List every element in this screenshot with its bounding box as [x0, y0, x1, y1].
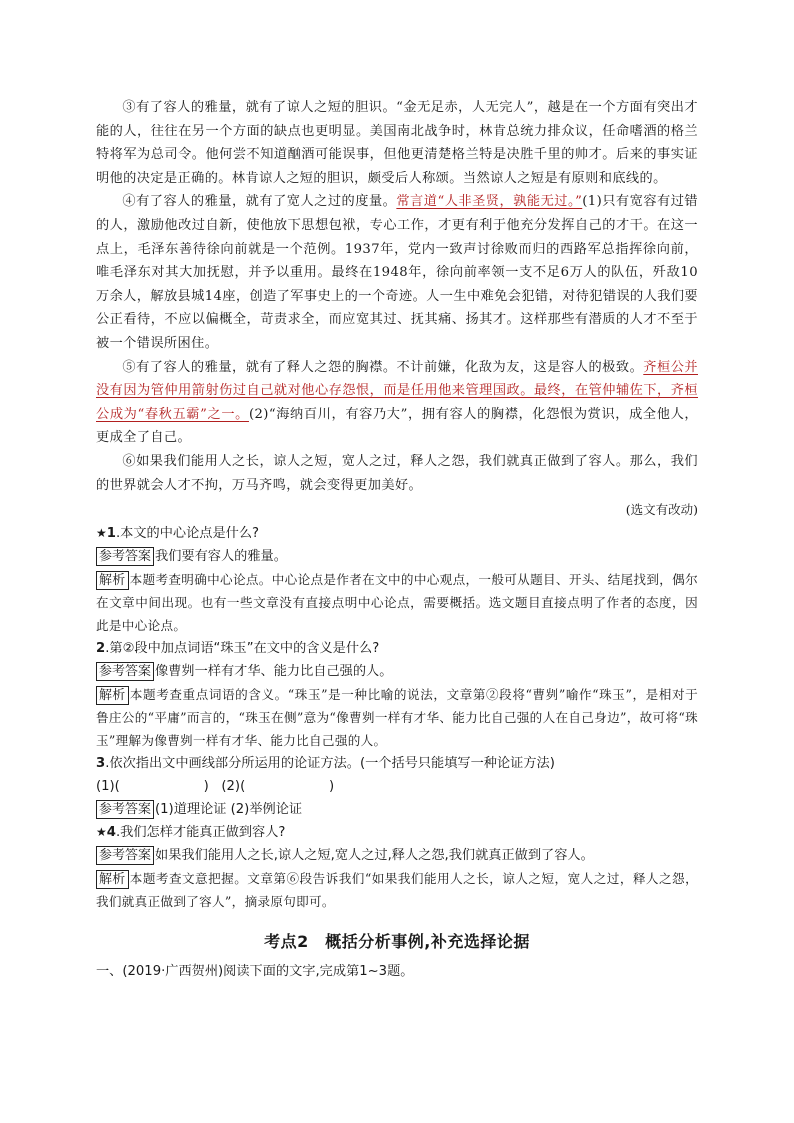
answer-tag: 参考答案 [96, 662, 154, 681]
source-note: (选文有改动) [625, 502, 698, 518]
question-text: .依次指出文中画线部分所运用的论证方法。(一个括号只能填写一种论证方法) [105, 756, 555, 772]
paragraph-4 [96, 190, 698, 355]
question-2 [96, 637, 698, 660]
section-intro: 一、(2019·广西贺州)阅读下面的文字,完成第1~3题。 [96, 964, 414, 980]
question-4 [96, 821, 698, 844]
analysis-2 [96, 683, 698, 752]
analysis-4 [96, 867, 698, 913]
star-icon: ★ [96, 526, 107, 541]
question-number: 3 [96, 756, 106, 772]
analysis-text: 本题考查重点词语的含义。“珠玉”是一种比喻的说法，文章第②段将“曹刿”喻作“珠玉”，是相对于鲁庄公的“平庸”而言的，“珠玉在侧”意为“像曹刿一样有才华、能力比自己强的人在自己身边”，故可将“珠玉”理解为像曹刿一样有才华、能力比自己强的人。 [96, 687, 698, 749]
answer-3 [96, 798, 698, 821]
question-3 [96, 752, 698, 775]
paragraph-4-body: (1)只有宽容有过错的人，激励他改过自新，使他放下思想包袱，专心工作，才更有利于他充分发挥自己的才干。在这一点上，毛泽东善待徐向前就是一个范例。1937年，党内一致声讨徐败而归的西路军总指挥徐向前，唯毛泽东对其大加抚慰，并予以重用。最终在1948年，徐向前率领一支不足6万人的队伍，歼敌10万余人，解放县城14座，创造了军事史上的一个奇迹。人一生中难免会犯错，对待犯错误的人我们要公正看待，不应以偏概全，苛责求全，而应宽其过、抚其痛、扬其才。这样那些有潜质的人才不至于被一个错误所困住。 [96, 194, 699, 351]
question-number: 1 [106, 526, 116, 542]
underlined-example: 齐桓公并没有因为管仲用箭射伤过自己就对他心存怨恨，而是任用他来管理国政。最终，在管仲辅佐下，齐桓公成为“春秋五霸”之一。 [96, 359, 698, 422]
paragraph-5-body: (2)“海纳百川，有容乃大”，拥有容人的胸襟，化怨恨为赏识，成全他人，更成全了自己。 [96, 406, 698, 446]
star-icon: ★ [96, 825, 107, 840]
question-text: .本文的中心论点是什么? [115, 526, 260, 542]
analysis-text: 本题考查明确中心论点。中心论点是作者在文中的中心观点，一般可从题目、开头、结尾找到，偶尔在文章中间出现。也有一些文章没有直接点明中心论点，需要概括。选文题目直接点明了作者的态度，因此是中心论点。 [96, 572, 698, 634]
answer-blanks: (1)( ) (2)( ) [96, 779, 335, 795]
paragraph-4-lead: ④有了容人的雅量，就有了宽人之过的度量。 [122, 194, 397, 210]
question-text: .我们怎样才能真正做到容人? [115, 825, 286, 841]
answer-text: 像曹刿一样有才华、能力比自己强的人。 [155, 664, 393, 680]
underlined-quote: 常言道“人非圣贤，孰能无过。” [396, 194, 583, 210]
analysis-tag: 解析 [96, 870, 129, 889]
answer-text: (1)道理论证 (2)举例论证 [155, 802, 303, 818]
analysis-text: 本题考查文意把握。文章第⑥段告诉我们“如果我们能用人之长，谅人之短，宽人之过，释人之怨，我们就真正做到了容人”，摘录原句即可。 [96, 871, 698, 910]
paragraph-3: ③有了容人的雅量，就有了谅人之短的胆识。“金无足赤，人无完人”，越是在一个方面有突出才能的人，往往在另一个方面的缺点也更明显。美国南北战争时，林肯总统力排众议，任命嗜酒的格兰特将军为总司令。他何尝不知道酗酒可能误事，但他更清楚格兰特是决胜千里的帅才。后来的事实证明他的决定是正确的。林肯谅人之短的胆识，颇受后人称颂。当然谅人之短是有原则和底线的。 [96, 100, 698, 186]
answer-2 [96, 660, 698, 683]
question-1 [96, 522, 698, 545]
analysis-tag: 解析 [96, 686, 129, 705]
paragraph-5-lead: ⑤有了容人的雅量，就有了释人之怨的胸襟。不计前嫌，化敌为友，这是容人的极致。 [122, 359, 644, 375]
answer-4 [96, 844, 698, 867]
question-number: 4 [106, 825, 116, 841]
answer-tag: 参考答案 [96, 800, 154, 819]
answer-text: 我们要有容人的雅量。 [155, 549, 287, 565]
answer-tag: 参考答案 [96, 846, 154, 865]
answer-text: 如果我们能用人之长,谅人之短,宽人之过,释人之怨,我们就真正做到了容人。 [155, 848, 594, 864]
answer-tag: 参考答案 [96, 547, 154, 566]
answer-1 [96, 545, 698, 568]
paragraph-6: ⑥如果我们能用人之长，谅人之短，宽人之过，释人之怨，我们就真正做到了容人。那么，我们的世界就会人才不拘，万马齐鸣，就会变得更加美好。 [96, 453, 698, 493]
section-heading: 考点2 概括分析事例,补充选择论据 [264, 932, 530, 952]
analysis-1 [96, 568, 698, 637]
paragraph-5 [96, 356, 698, 450]
question-number: 2 [96, 641, 106, 657]
question-text: .第②段中加点词语“珠玉”在文中的含义是什么? [105, 641, 380, 657]
document-page [96, 96, 698, 983]
analysis-tag: 解析 [96, 571, 129, 590]
